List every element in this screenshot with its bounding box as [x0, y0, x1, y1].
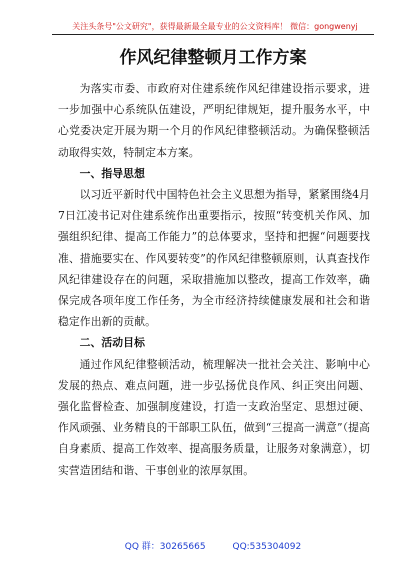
guiding-thought-paragraph: 以习近平新时代中国特色社会主义思想为指导，紧紧围绕4月7日江凌书记对住建系统作出重要指示，按照“转变机关作风、加强组织纪律、提高工作能力”的总体要求，坚持和把握“问题要找准、措施要实在、作风要转变”的作风纪律整顿原则，认真查找作风纪律建设存在的问题，采取措施加以整改，提高工作效率，确保完成各项年度工作任务，为全市经济持续健康发展和社会和谐稳定作出新的贡献。 [58, 188, 370, 329]
intro-paragraph: 为落实市委、市政府对住建系统作风纪律建设指示要求，进一步加强中心系统队伍建设，严明纪律规矩，提升服务水平，中心党委决定开展为期一个月的作风纪律整顿活动。为确保整顿活动取得实效，特制定本方案。 [58, 82, 370, 159]
document-title: 作风纪律整顿月工作方案 [119, 48, 307, 68]
footer-qq-group: QQ 群：30265665 [124, 542, 206, 552]
header-divider [52, 34, 374, 35]
footer-contact [52, 541, 374, 553]
section-heading-guiding-thought: 一、指导思想 [79, 166, 145, 180]
activity-goals-paragraph: 通过作风纪律整顿活动，梳理解决一批社会关注、影响中心发展的热点、难点问题，进一步弘扬优良作风、纠正突出问题、强化监督检查、加强制度建设，打造一支政治坚定、思想过硬、作风顽强、业务精良的干部职工队伍，做到“三提高一满意”（提高自身素质、提高工作效率、提高服务质量，让服务对象满意），切实营造团结和谐、干事创业的浓厚氛围。 [58, 357, 370, 477]
footer-qq: QQ:535304092 [232, 542, 302, 552]
header-banner: 关注头条号"公文研究"，获得最新最全最专业的公文资料库！ 微信：gongwenyj [72, 22, 358, 31]
section-heading-activity-goals: 二、活动目标 [79, 336, 145, 350]
document-body [58, 78, 370, 481]
